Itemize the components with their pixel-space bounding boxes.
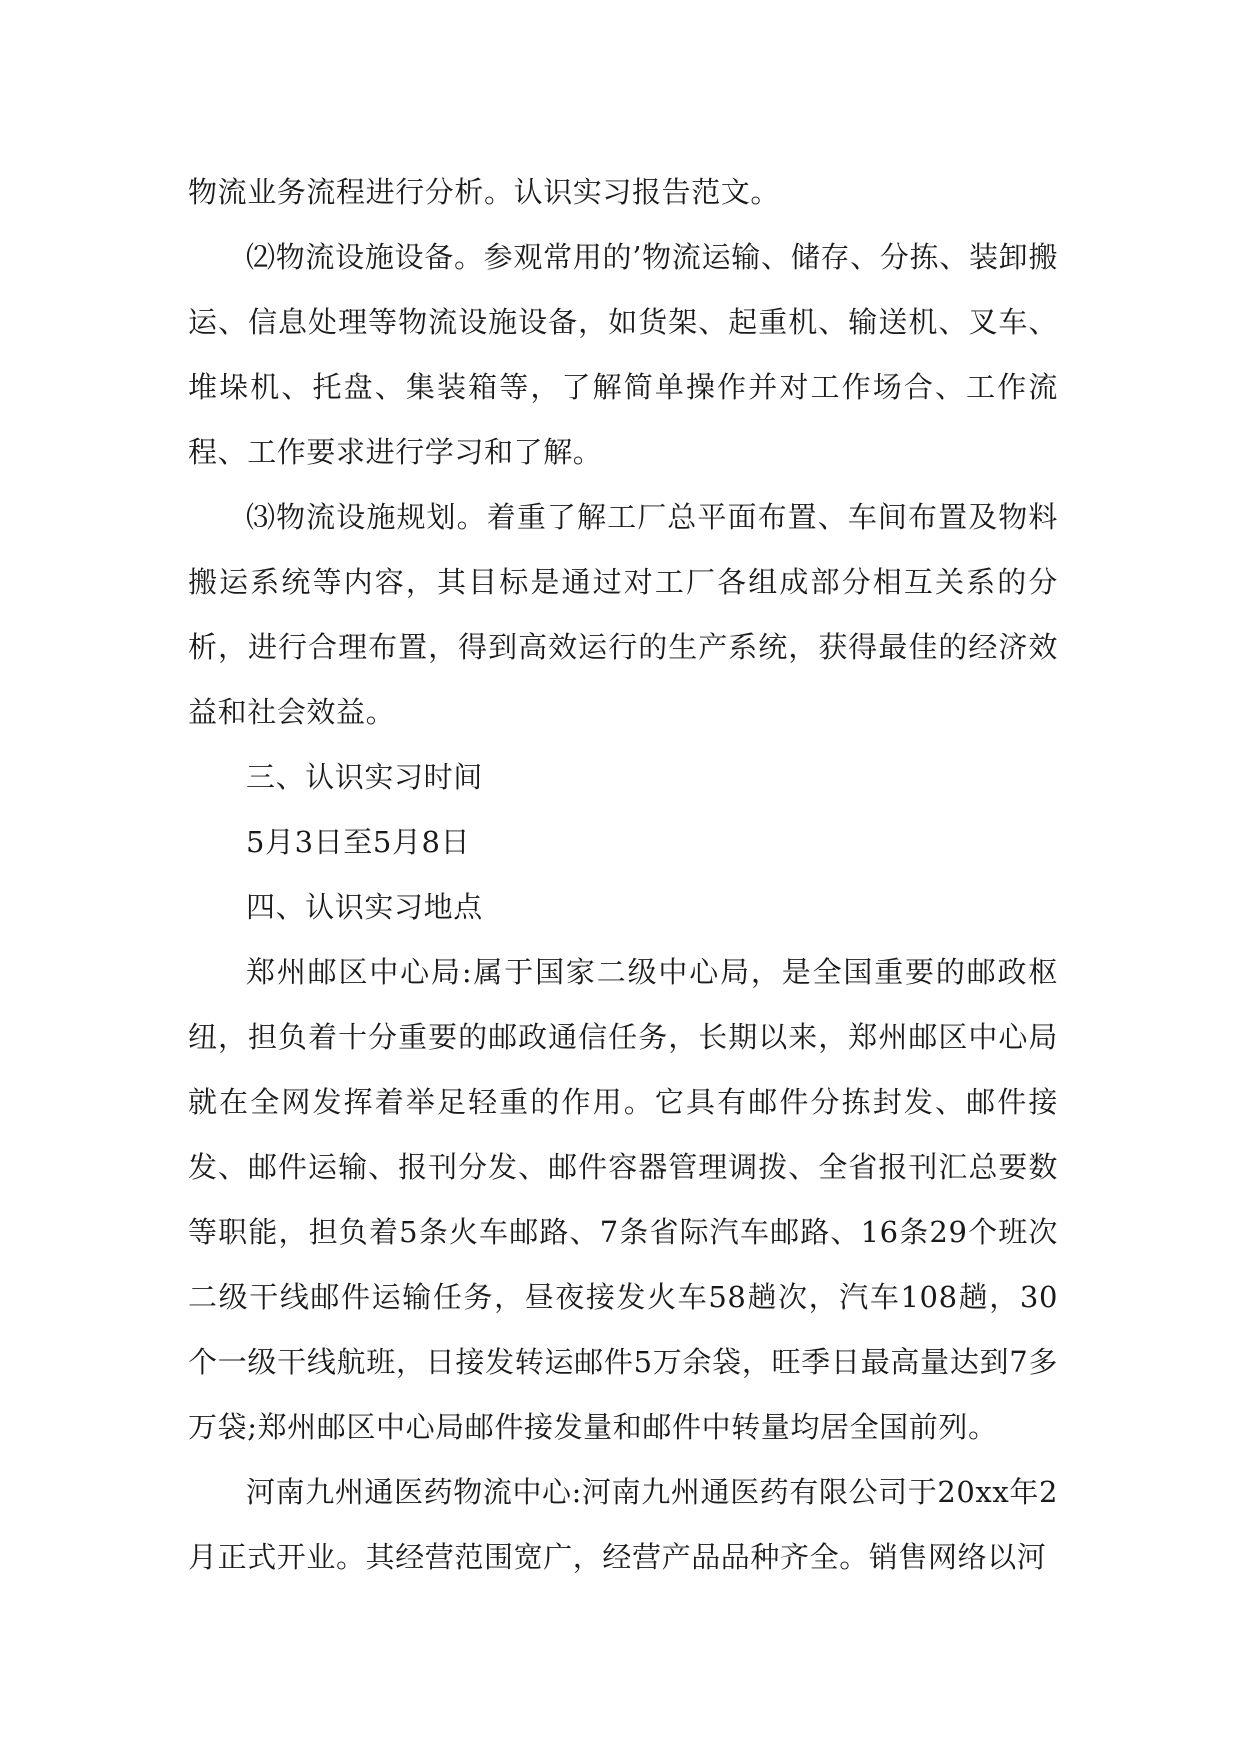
heading-internship-time: 三、认识实习时间 [246, 760, 483, 794]
paragraph-jiuzhoutong-logistics: 河南九州通医药物流中心:河南九州通医药有限公司于20xx年2月正式开业。其经营范围宽广，经营产品品种齐全。销售网络以河 [188, 1475, 1058, 1574]
paragraph-facilities-planning: ⑶物流设施规划。着重了解工厂总平面布置、车间布置及物料搬运系统等内容，其目标是通过对工厂各组成部分相互关系的分析，进行合理布置，得到高效运行的生产系统，获得最佳的经济效益和社会效益。 [188, 500, 1058, 729]
paragraph-zhengzhou-postal-center: 郑州邮区中心局:属于国家二级中心局，是全国重要的邮政枢纽，担负着十分重要的邮政通信任务，长期以来，郑州邮区中心局就在全网发挥着举足轻重的作用。它具有邮件分拣封发、邮件接发、邮件运输、报刊分发、邮件容器管理调拨、全省报刊汇总要数等职能，担负着5条火车邮路、7条省际汽车邮路、16条29个班次二级干线邮件运输任务，昼夜接发火车58趟次，汽车108趟，30个一级干线航班，日接发转运邮件5万余袋，旺季日最高量达到7多万袋;郑州邮区中心局邮件接发量和邮件中转量均居全国前列。 [188, 955, 1058, 1444]
heading-internship-location: 四、认识实习地点 [246, 890, 483, 924]
internship-dates: 5月3日至5月8日 [246, 825, 471, 859]
body-text [188, 160, 1058, 1590]
paragraph-facilities-equipment: ⑵物流设施设备。参观常用的’物流运输、储存、分拣、装卸搬运、信息处理等物流设施设备，如货架、起重机、输送机、叉车、堆垛机、托盘、集装箱等，了解简单操作并对工作场合、工作流程、工作要求进行学习和了解。 [188, 240, 1058, 469]
paragraph-continuation: 物流业务流程进行分析。认识实习报告范文。 [188, 175, 781, 209]
